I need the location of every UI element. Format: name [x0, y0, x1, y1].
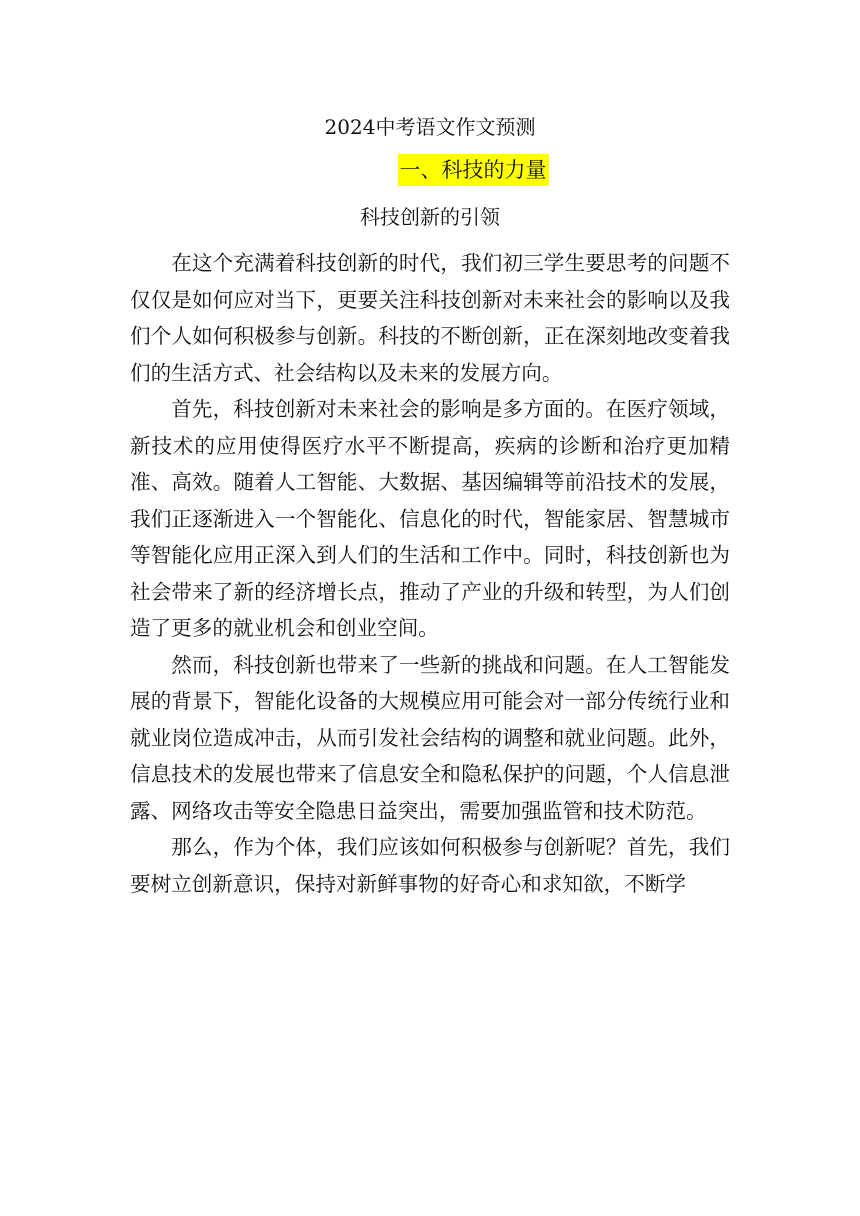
section-heading-container [0, 154, 860, 186]
essay-title: 科技创新的引领 [360, 205, 500, 229]
paragraph: 那么，作为个体，我们应该如何积极参与创新呢？首先，我们要树立创新意识，保持对新鲜事物的好奇心和求知欲，不断学 [130, 835, 730, 896]
paragraph: 然而，科技创新也带来了一些新的挑战和问题。在人工智能发展的背景下，智能化设备的大规模应用可能会对一部分传统行业和就业岗位造成冲击，从而引发社会结构的调整和就业问题。此外，信息技术的发展也带来了信息安全和隐私保护的问题，个人信息泄露、网络攻击等安全隐患日益突出，需要加强监管和技术防范。 [130, 652, 730, 823]
essay-body [130, 245, 730, 902]
paragraph: 在这个充满着科技创新的时代，我们初三学生要思考的问题不仅仅是如何应对当下，更要关注科技创新对未来社会的影响以及我们个人如何积极参与创新。科技的不断创新，正在深刻地改变着我们的生活方式、社会结构以及未来的发展方向。 [130, 251, 730, 385]
paragraph: 首先，科技创新对未来社会的影响是多方面的。在医疗领域，新技术的应用使得医疗水平不断提高，疾病的诊断和治疗更加精准、高效。随着人工智能、大数据、基因编辑等前沿技术的发展，我们正逐渐进入一个智能化、信息化的时代，智能家居、智慧城市等智能化应用正深入到人们的生活和工作中。同时，科技创新也为社会带来了新的经济增长点，推动了产业的升级和转型，为人们创造了更多的就业机会和创业空间。 [130, 397, 730, 640]
section-heading: 一、科技的力量 [398, 154, 549, 186]
document-title: 2024中考语文作文预测 [324, 115, 536, 139]
